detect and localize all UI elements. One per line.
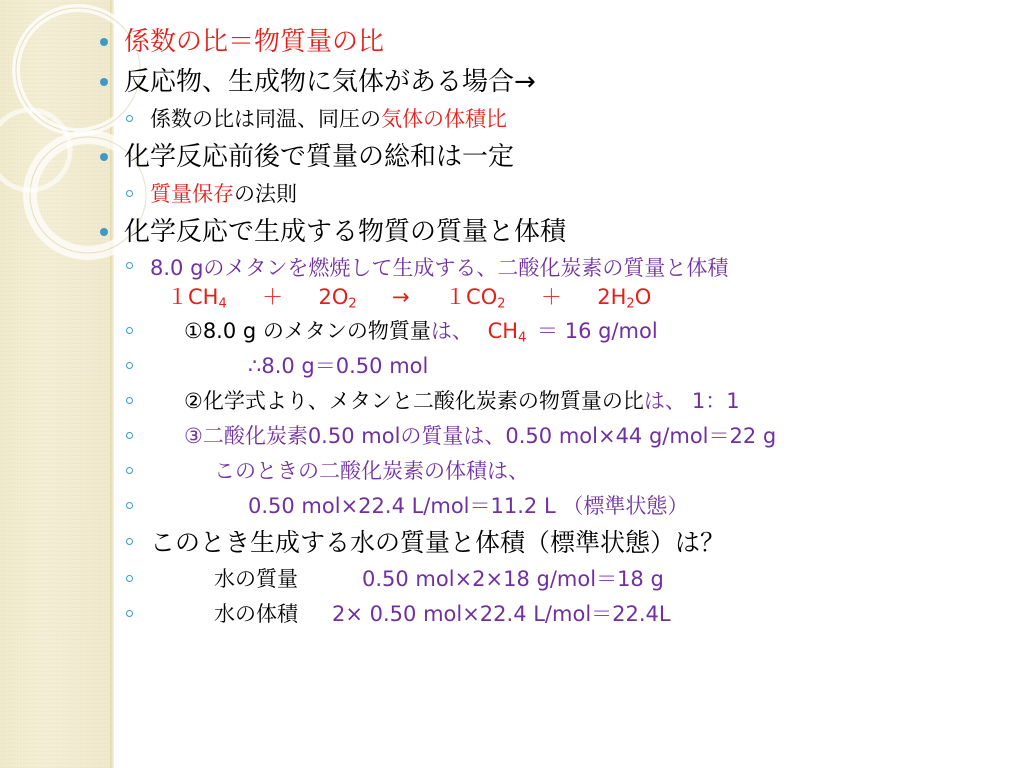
equation-arrow: → [392, 285, 410, 309]
sub-bullet-law [96, 177, 1016, 212]
text-step1-a: ①8.0 g のメタンの物質量 [184, 319, 431, 343]
bullet-ring-icon [126, 115, 133, 122]
sub-bullet-volume-ratio [96, 102, 1016, 137]
text-water-mass-label: 水の質量 [214, 567, 298, 591]
text-water-mass-calc: 0.50 mol×2×18 g/mol＝18 g [362, 567, 664, 591]
bullet-dot-icon [100, 153, 108, 161]
sub-bullet-methane-problem [96, 252, 1016, 282]
equation-h2o: $2H_2O$ [597, 285, 652, 312]
equation-plus: ＋ [540, 285, 562, 309]
text-step1-b: は、 [430, 319, 473, 343]
text-volume-ratio-b: 気体の体積比 [381, 107, 507, 131]
bullet-ring-icon [126, 467, 133, 474]
chemical-equation [96, 282, 1016, 314]
water-question [96, 524, 1016, 562]
step-volume-intro [96, 454, 1016, 489]
equation-ch4: $1CH_4$ [167, 285, 227, 312]
step-1-moles [96, 314, 1016, 349]
text-step2-a: ②化学式より、メタンと二酸化炭素の物質量の比 [184, 389, 644, 413]
text-step2-b: は、 [643, 389, 686, 413]
text-gas: 反応物、生成物に気体がある場合→ [124, 67, 536, 97]
bullet-dot-icon [100, 228, 108, 236]
bullet-dot-icon [100, 38, 108, 46]
slide-body [96, 22, 1016, 632]
bullet-ring-icon [126, 327, 133, 334]
equation-co2: $1CO_2$ [445, 285, 506, 312]
bullet-line-reaction [96, 212, 1016, 252]
text-law-b: の法則 [234, 182, 297, 206]
text-step1-result: ∴8.0 g＝0.50 mol [248, 354, 429, 378]
text-volume-ratio-a: 係数の比は同温、同圧の [150, 107, 381, 131]
water-mass [96, 562, 1016, 597]
bullet-ring-icon [126, 575, 133, 582]
text-reaction: 化学反応で生成する物質の質量と体積 [124, 217, 567, 247]
bullet-dot-icon [100, 78, 108, 86]
step-2-ratio [96, 384, 1016, 419]
step-1-result [96, 349, 1016, 384]
text-volume-intro: このときの二酸化炭素の体積は、 [214, 459, 529, 483]
bullet-ring-icon [126, 502, 133, 509]
text-water-question: このとき生成する水の質量と体積（標準状態）は？ [150, 528, 726, 557]
text-volume-calc: 0.50 mol×22.4 L/mol＝11.2 L （標準状態） [248, 494, 689, 518]
bullet-ring-icon [126, 190, 133, 197]
text-water-volume-calc: 2× 0.50 mol×22.4 L/mol＝22.4L [332, 602, 671, 626]
water-volume [96, 597, 1016, 632]
bullet-line-mass-conservation [96, 137, 1016, 177]
text-water-volume-label: 水の体積 [214, 602, 298, 626]
text-step1-d: ＝ 16 g/mol [537, 319, 658, 343]
step-volume-calc [96, 489, 1016, 524]
bullet-ring-icon [126, 362, 133, 369]
text-ratio: 係数の比＝物質量の比 [124, 27, 385, 57]
bullet-ring-icon [126, 432, 133, 439]
bullet-line-ratio [96, 22, 1016, 62]
equation-plus: ＋ [262, 285, 284, 309]
bullet-line-gas [96, 62, 1016, 102]
text-step3: ③二酸化炭素0.50 molの質量は、0.50 mol×44 g/mol＝22 g [184, 424, 777, 448]
bullet-ring-icon [126, 610, 133, 617]
step-3-mass [96, 419, 1016, 454]
text-law-a: 質量保存 [150, 182, 234, 206]
text-step1-ch4: $CH_4$ [487, 319, 527, 346]
bullet-ring-icon [126, 397, 133, 404]
bullet-ring-icon [126, 538, 133, 545]
text-methane-problem: 8.0 gのメタンを燃焼して生成する、二酸化炭素の質量と体積 [150, 256, 729, 280]
text-step2-c: 1：1 [691, 389, 740, 413]
bullet-ring-icon [126, 262, 133, 269]
text-mass-conservation: 化学反応前後で質量の総和は一定 [124, 142, 515, 172]
equation-o2: $2O_2$ [318, 285, 357, 312]
